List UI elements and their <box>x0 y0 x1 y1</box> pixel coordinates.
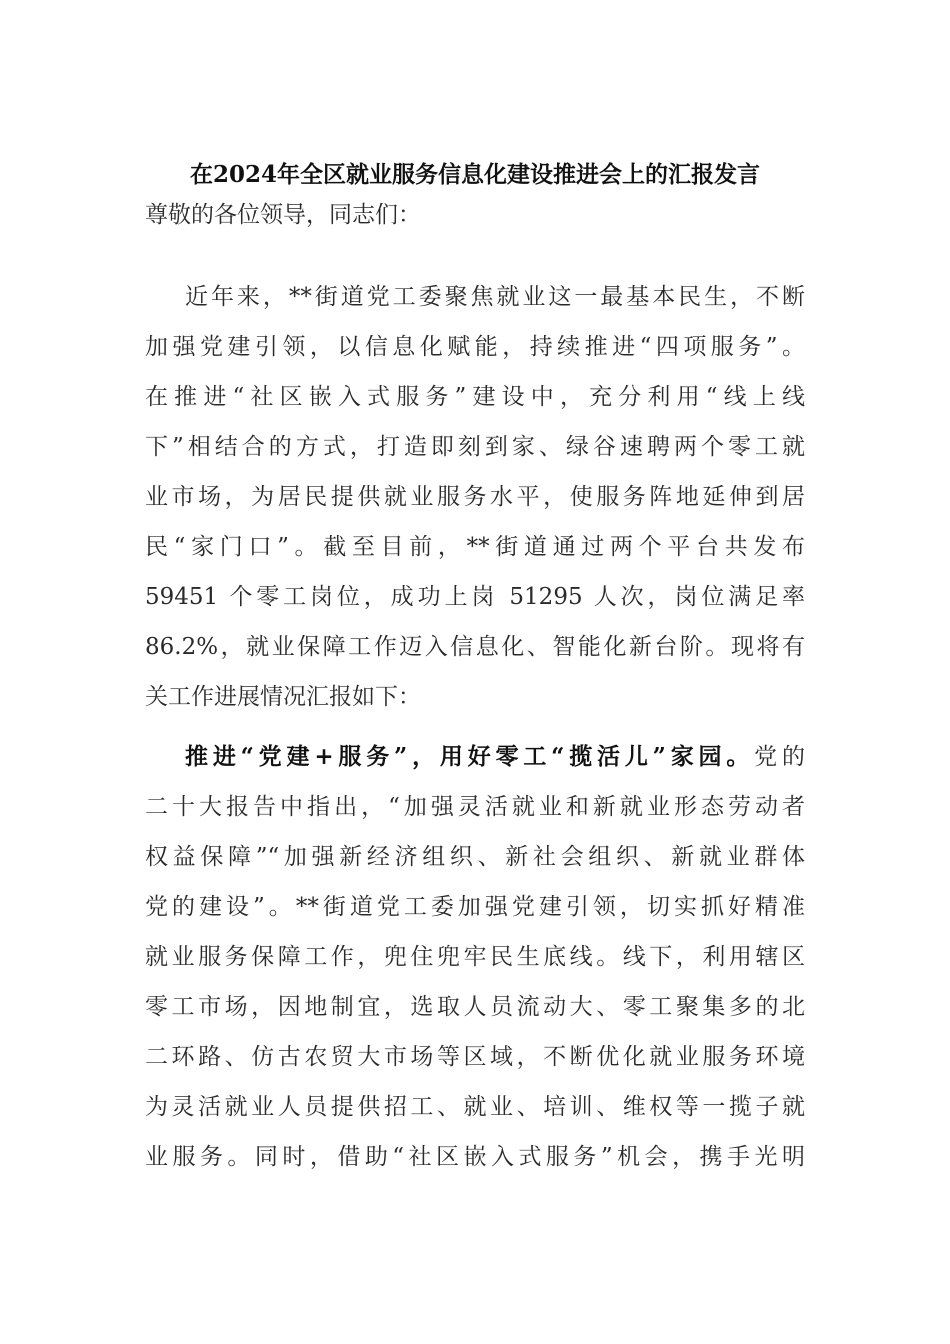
paragraph-1-line: 加强党建引领，以信息化赋能，持续推进“四项服务”。 <box>145 334 805 360</box>
paragraph-1-line: 86.2%，就业保障工作迈入信息化、智能化新台阶。现将有 <box>145 634 805 660</box>
paragraph-2-line: 为灵活就业人员提供招工、就业、培训、维权等一揽子就 <box>145 1094 805 1120</box>
paragraph-2-line: 业服务。同时，借助“社区嵌入式服务”机会，携手光明 <box>145 1144 805 1170</box>
paragraph-1-line: 关工作进展情况汇报如下： <box>145 684 421 710</box>
paragraph-2-line: 二十大报告中指出，“加强灵活就业和新就业形态劳动者 <box>145 794 805 820</box>
paragraph-2-line: 二环路、仿古农贸大市场等区域，不断优化就业服务环境 <box>145 1044 805 1070</box>
paragraph-2-line: 党的建设”。**街道党工委加强党建引领，切实抓好精准 <box>145 894 805 920</box>
paragraph-2-line: 零工市场，因地制宜，选取人员流动大、零工聚集多的北 <box>145 994 805 1020</box>
paragraph-2-first-tail: 党的 <box>754 744 805 770</box>
paragraph-1-line: 业市场，为居民提供就业服务水平，使服务阵地延伸到居 <box>145 484 805 510</box>
paragraph-2-first-line <box>185 737 805 777</box>
paragraph-1-line: 民“家门口”。截至目前，**街道通过两个平台共发布 <box>145 534 805 560</box>
paragraph-2-line: 就业服务保障工作，兜住兜牢民生底线。线下，利用辖区 <box>145 944 805 970</box>
paragraph-1-line: 下”相结合的方式，打造即刻到家、绿谷速聘两个零工就 <box>145 434 805 460</box>
paragraph-1-line: 在推进“社区嵌入式服务”建设中，充分利用“线上线 <box>145 384 805 410</box>
paragraph-1-line: 近年来，**街道党工委聚焦就业这一最基本民生，不断 <box>185 284 805 310</box>
salutation: 尊敬的各位领导，同志们： <box>145 202 421 228</box>
paragraph-1-line: 59451 个零工岗位，成功上岗 51295 人次，岗位满足率 <box>145 584 805 610</box>
paragraph-2-line: 权益保障”“加强新经济组织、新社会组织、新就业群体 <box>145 844 805 870</box>
section-heading: 推进“党建+服务”，用好零工“揽活儿”家园。 <box>185 743 755 770</box>
document-title: 在2024年全区就业服务信息化建设推进会上的汇报发言 <box>189 161 760 188</box>
